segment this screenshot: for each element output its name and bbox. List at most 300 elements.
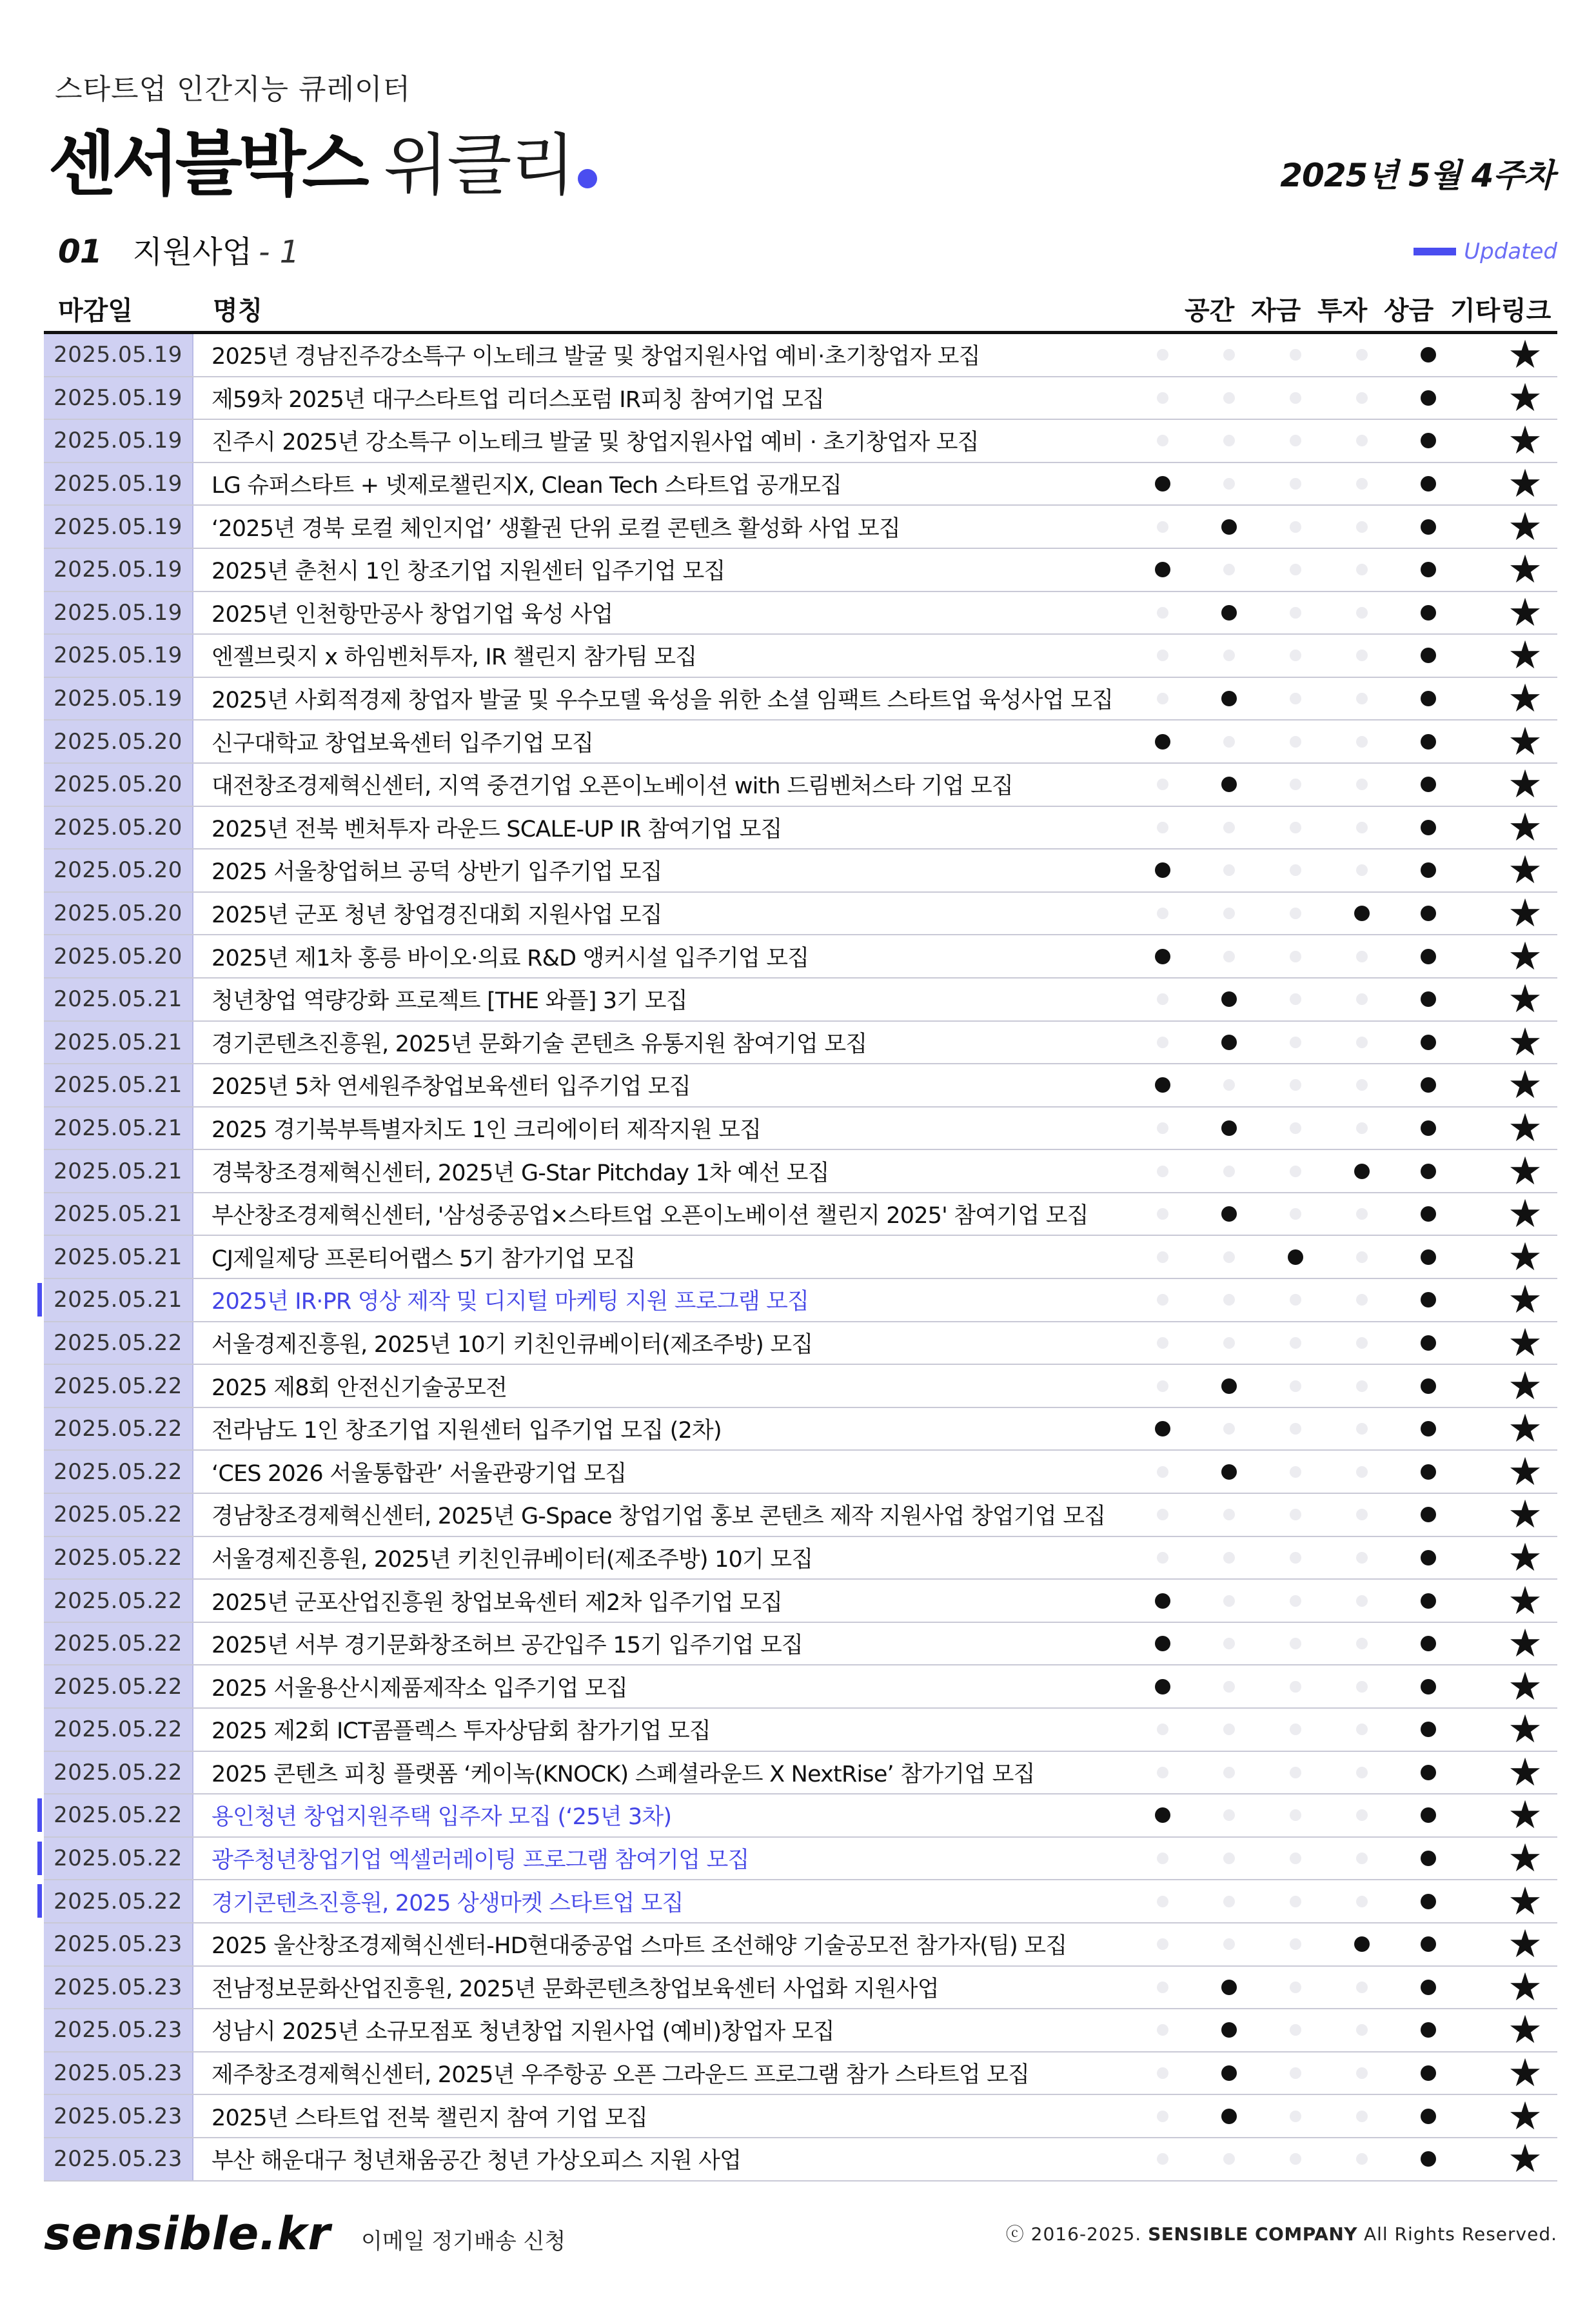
deadline-date: 2025.05.22 bbox=[44, 1408, 193, 1450]
table-row bbox=[44, 1494, 1557, 1537]
fund-indicator-icon bbox=[1223, 1681, 1235, 1693]
space-indicator-icon bbox=[1157, 908, 1168, 919]
copyright-rights: All Rights Reserved. bbox=[1363, 2223, 1557, 2245]
prize-indicator-icon bbox=[1356, 607, 1368, 619]
prize-indicator-icon bbox=[1356, 1767, 1368, 1778]
prize-indicator-icon bbox=[1356, 1294, 1368, 1306]
space-indicator-icon bbox=[1157, 1166, 1168, 1177]
fund-indicator-icon bbox=[1223, 1337, 1235, 1349]
prize-indicator-icon bbox=[1356, 564, 1368, 575]
col-invest: 투자 bbox=[1317, 296, 1368, 326]
star-icon[interactable]: ★ bbox=[1508, 762, 1542, 808]
fund-indicator-icon bbox=[1223, 864, 1235, 876]
table-row bbox=[44, 1279, 1557, 1322]
star-icon[interactable]: ★ bbox=[1508, 1277, 1542, 1323]
table-row bbox=[44, 2009, 1557, 2053]
program-name: 서울경제진흥원, 2025년 10기 키친인큐베이터(제조주방) 모집 bbox=[212, 1331, 813, 1358]
table-row bbox=[44, 549, 1557, 592]
table-row bbox=[44, 420, 1557, 463]
star-icon[interactable]: ★ bbox=[1508, 1492, 1542, 1538]
star-icon[interactable]: ★ bbox=[1508, 1578, 1542, 1624]
star-icon[interactable]: ★ bbox=[1508, 1449, 1542, 1495]
space-indicator-icon bbox=[1157, 607, 1168, 619]
invest-indicator-icon bbox=[1290, 1595, 1301, 1607]
deadline-date: 2025.05.19 bbox=[44, 463, 193, 505]
fund-indicator-icon bbox=[1221, 1035, 1237, 1050]
star-icon[interactable]: ★ bbox=[1508, 547, 1542, 593]
deadline-date: 2025.05.20 bbox=[44, 893, 193, 935]
invest-indicator-icon bbox=[1290, 1079, 1301, 1091]
prize-indicator-icon bbox=[1356, 478, 1368, 490]
deadline-date: 2025.05.22 bbox=[44, 1838, 193, 1880]
space-indicator-icon bbox=[1157, 779, 1168, 790]
fund-indicator-icon bbox=[1221, 1980, 1237, 1995]
deadline-date: 2025.05.19 bbox=[44, 334, 193, 376]
star-icon[interactable]: ★ bbox=[1508, 2051, 1542, 2096]
invest-indicator-icon bbox=[1290, 392, 1301, 404]
table-row bbox=[44, 334, 1557, 377]
deadline-date: 2025.05.22 bbox=[44, 1451, 193, 1493]
deadline-date: 2025.05.22 bbox=[44, 1665, 193, 1707]
star-icon[interactable]: ★ bbox=[1508, 1234, 1542, 1280]
program-name: 2025년 군포산업진흥원 창업보육센터 제2차 입주기업 모집 bbox=[212, 1589, 783, 1616]
star-icon[interactable]: ★ bbox=[1508, 1707, 1542, 1753]
space-indicator-icon bbox=[1157, 822, 1168, 833]
fund-indicator-icon bbox=[1223, 2153, 1235, 2165]
etc-indicator-icon bbox=[1421, 519, 1436, 535]
deadline-date: 2025.05.19 bbox=[44, 678, 193, 720]
table-row bbox=[44, 1623, 1557, 1666]
col-etc: 기타 bbox=[1450, 296, 1501, 326]
space-indicator-icon bbox=[1157, 1294, 1168, 1306]
prize-indicator-icon bbox=[1354, 906, 1370, 921]
deadline-date: 2025.05.20 bbox=[44, 850, 193, 891]
fund-indicator-icon bbox=[1223, 1595, 1235, 1607]
etc-indicator-icon bbox=[1421, 1292, 1436, 1307]
prize-indicator-icon bbox=[1356, 1380, 1368, 1392]
prize-indicator-icon bbox=[1356, 1122, 1368, 1134]
invest-indicator-icon bbox=[1290, 2067, 1301, 2079]
space-indicator-icon bbox=[1157, 1122, 1168, 1134]
fund-indicator-icon bbox=[1221, 1378, 1237, 1394]
space-indicator-icon bbox=[1157, 1466, 1168, 1478]
star-icon[interactable]: ★ bbox=[1508, 1191, 1542, 1237]
updated-marker bbox=[37, 1798, 42, 1832]
deadline-date: 2025.05.22 bbox=[44, 1709, 193, 1751]
program-name: 2025년 전북 벤처투자 라운드 SCALE-UP IR 참여기업 모집 bbox=[212, 816, 782, 842]
prize-indicator-icon bbox=[1356, 2111, 1368, 2122]
space-indicator-icon bbox=[1157, 1208, 1168, 1220]
fund-indicator-icon bbox=[1221, 691, 1237, 706]
deadline-date: 2025.05.22 bbox=[44, 1322, 193, 1364]
copyright bbox=[1006, 2220, 1557, 2246]
fund-indicator-icon bbox=[1221, 2065, 1237, 2081]
table-row bbox=[44, 1019, 1557, 1065]
star-icon[interactable]: ★ bbox=[1508, 375, 1542, 421]
prize-indicator-icon bbox=[1356, 650, 1368, 661]
invest-indicator-icon bbox=[1290, 435, 1301, 446]
table-row bbox=[44, 1322, 1557, 1366]
etc-indicator-icon bbox=[1421, 1164, 1436, 1179]
etc-indicator-icon bbox=[1421, 991, 1436, 1007]
fund-indicator-icon bbox=[1223, 1079, 1235, 1091]
fund-indicator-icon bbox=[1223, 1724, 1235, 1735]
prize-indicator-icon bbox=[1356, 1466, 1368, 1478]
prize-indicator-icon bbox=[1356, 1681, 1368, 1693]
program-name: 광주청년창업기업 엑셀러레이팅 프로그램 참여기업 모집 bbox=[212, 1847, 749, 1874]
etc-indicator-icon bbox=[1421, 1550, 1436, 1565]
etc-indicator-icon bbox=[1421, 1807, 1436, 1823]
invest-indicator-icon bbox=[1290, 564, 1301, 575]
brand-weekly: 위클리 bbox=[383, 126, 575, 204]
star-icon[interactable]: ★ bbox=[1508, 1406, 1542, 1452]
table-header bbox=[44, 279, 1557, 334]
prize-indicator-icon bbox=[1356, 435, 1368, 446]
space-indicator-icon bbox=[1157, 2111, 1168, 2122]
prize-indicator-icon bbox=[1356, 392, 1368, 404]
etc-indicator-icon bbox=[1421, 1464, 1436, 1480]
section-page: - 1 bbox=[259, 234, 300, 270]
space-indicator-icon bbox=[1155, 1421, 1170, 1436]
star-icon[interactable]: ★ bbox=[1508, 1793, 1542, 1838]
star-icon[interactable]: ★ bbox=[1508, 933, 1542, 979]
star-icon[interactable]: ★ bbox=[1508, 332, 1542, 378]
etc-indicator-icon bbox=[1421, 1249, 1436, 1265]
star-icon[interactable]: ★ bbox=[1508, 418, 1542, 464]
space-indicator-icon bbox=[1155, 1077, 1170, 1093]
space-indicator-icon bbox=[1157, 435, 1168, 446]
deadline-date: 2025.05.22 bbox=[44, 1752, 193, 1794]
star-icon[interactable]: ★ bbox=[1508, 1320, 1542, 1366]
invest-indicator-icon bbox=[1290, 1767, 1301, 1778]
etc-indicator-icon bbox=[1421, 1421, 1436, 1436]
space-indicator-icon bbox=[1157, 650, 1168, 661]
deadline-date: 2025.05.21 bbox=[44, 1108, 193, 1149]
deadline-date: 2025.05.20 bbox=[44, 807, 193, 849]
brand-title bbox=[48, 108, 597, 208]
fund-indicator-icon bbox=[1223, 1251, 1235, 1263]
fund-indicator-icon bbox=[1223, 650, 1235, 661]
program-name: 제주창조경제혁신센터, 2025년 우주항공 오픈 그라운드 프로그램 참가 스타트업 모집 bbox=[212, 2062, 1030, 2089]
program-name: 용인청년 창업지원주택 입주자 모집 (‘25년 3차) bbox=[212, 1804, 672, 1831]
deadline-date: 2025.05.22 bbox=[44, 1580, 193, 1622]
invest-indicator-icon bbox=[1290, 1037, 1301, 1048]
fund-indicator-icon bbox=[1223, 822, 1235, 833]
table-row bbox=[44, 1580, 1557, 1623]
program-name: 부산 해운대구 청년채움공간 청년 가상오피스 지원 사업 bbox=[212, 2148, 742, 2174]
etc-indicator-icon bbox=[1421, 2151, 1436, 2167]
etc-indicator-icon bbox=[1421, 1077, 1436, 1093]
program-name: ‘CES 2026 서울통합관’ 서울관광기업 모집 bbox=[212, 1460, 627, 1487]
star-icon[interactable]: ★ bbox=[1508, 461, 1542, 507]
invest-indicator-icon bbox=[1290, 650, 1301, 661]
prize-indicator-icon bbox=[1356, 993, 1368, 1005]
invest-indicator-icon bbox=[1290, 822, 1301, 833]
invest-indicator-icon bbox=[1290, 1724, 1301, 1735]
table-row bbox=[44, 635, 1557, 678]
etc-indicator-icon bbox=[1421, 605, 1436, 621]
prize-indicator-icon bbox=[1356, 736, 1368, 748]
prize-indicator-icon bbox=[1356, 1251, 1368, 1263]
space-indicator-icon bbox=[1157, 1251, 1168, 1263]
invest-indicator-icon bbox=[1290, 1552, 1301, 1564]
deadline-date: 2025.05.19 bbox=[44, 592, 193, 634]
space-indicator-icon bbox=[1155, 1593, 1170, 1609]
star-icon[interactable]: ★ bbox=[1508, 676, 1542, 722]
table-row bbox=[44, 979, 1557, 1022]
etc-indicator-icon bbox=[1421, 2022, 1436, 2038]
deadline-date: 2025.05.19 bbox=[44, 635, 193, 677]
space-indicator-icon bbox=[1155, 734, 1170, 750]
invest-indicator-icon bbox=[1290, 1466, 1301, 1478]
deadline-date: 2025.05.22 bbox=[44, 1365, 193, 1407]
section-heading bbox=[58, 227, 299, 272]
table-row bbox=[44, 1408, 1557, 1451]
fund-indicator-icon bbox=[1223, 1509, 1235, 1520]
star-icon[interactable]: ★ bbox=[1508, 2136, 1542, 2182]
program-name: 2025년 경남진주강소특구 이노테크 발굴 및 창업지원사업 예비·초기창업자 모집 bbox=[212, 344, 980, 370]
table-row bbox=[44, 1451, 1557, 1494]
etc-indicator-icon bbox=[1421, 1335, 1436, 1351]
space-indicator-icon bbox=[1157, 1509, 1168, 1520]
invest-indicator-icon bbox=[1290, 2111, 1301, 2122]
fund-indicator-icon bbox=[1223, 1767, 1235, 1778]
etc-indicator-icon bbox=[1421, 777, 1436, 792]
table-row bbox=[44, 2053, 1557, 2096]
table-row bbox=[44, 1964, 1557, 2010]
deadline-date: 2025.05.21 bbox=[44, 1150, 193, 1192]
star-icon[interactable]: ★ bbox=[1508, 590, 1542, 635]
star-icon[interactable]: ★ bbox=[1508, 1836, 1542, 1882]
etc-indicator-icon bbox=[1421, 1936, 1436, 1952]
deadline-date: 2025.05.23 bbox=[44, 2009, 193, 2051]
updated-marker bbox=[37, 1884, 42, 1918]
table-row bbox=[44, 850, 1557, 893]
prize-indicator-icon bbox=[1356, 779, 1368, 790]
program-name: 전남정보문화산업진흥원, 2025년 문화콘텐츠창업보육센터 사업화 지원사업 bbox=[212, 1976, 939, 2002]
star-icon[interactable]: ★ bbox=[1508, 504, 1542, 550]
table-row bbox=[44, 2095, 1557, 2138]
star-icon[interactable]: ★ bbox=[1508, 2093, 1542, 2139]
program-name: 2025년 군포 청년 창업경진대회 지원사업 모집 bbox=[212, 902, 662, 929]
fund-indicator-icon bbox=[1223, 1896, 1235, 1907]
deadline-date: 2025.05.20 bbox=[44, 764, 193, 806]
etc-indicator-icon bbox=[1421, 390, 1436, 406]
etc-indicator-icon bbox=[1421, 648, 1436, 663]
star-icon[interactable]: ★ bbox=[1508, 2007, 1542, 2053]
star-icon[interactable]: ★ bbox=[1508, 719, 1542, 764]
prize-indicator-icon bbox=[1356, 2067, 1368, 2079]
prize-indicator-icon bbox=[1356, 1037, 1368, 1048]
fund-indicator-icon bbox=[1223, 435, 1235, 446]
etc-indicator-icon bbox=[1421, 1206, 1436, 1222]
col-date: 마감일 bbox=[58, 296, 133, 326]
program-name: 신구대학교 창업보육센터 입주기업 모집 bbox=[212, 730, 594, 757]
subscribe-link[interactable]: 이메일 정기배송 신청 bbox=[361, 2229, 566, 2254]
prize-indicator-icon bbox=[1356, 693, 1368, 704]
etc-indicator-icon bbox=[1421, 1851, 1436, 1866]
star-icon[interactable]: ★ bbox=[1508, 1148, 1542, 1194]
fund-indicator-icon bbox=[1223, 1294, 1235, 1306]
brand-dot-icon bbox=[578, 169, 597, 188]
table-row bbox=[44, 1105, 1557, 1151]
star-icon[interactable]: ★ bbox=[1508, 1535, 1542, 1580]
table-row bbox=[44, 1749, 1557, 1795]
star-icon[interactable]: ★ bbox=[1508, 1964, 1542, 2010]
prize-indicator-icon bbox=[1356, 1638, 1368, 1649]
invest-indicator-icon bbox=[1290, 478, 1301, 490]
etc-indicator-icon bbox=[1421, 862, 1436, 878]
deadline-date: 2025.05.19 bbox=[44, 549, 193, 591]
deadline-date: 2025.05.20 bbox=[44, 935, 193, 977]
table-row bbox=[44, 721, 1557, 764]
updated-legend bbox=[1414, 239, 1557, 264]
fund-indicator-icon bbox=[1221, 777, 1237, 792]
deadline-date: 2025.05.23 bbox=[44, 1967, 193, 2009]
etc-indicator-icon bbox=[1421, 476, 1436, 492]
etc-indicator-icon bbox=[1421, 1120, 1436, 1136]
deadline-date: 2025.05.19 bbox=[44, 506, 193, 548]
prize-indicator-icon bbox=[1356, 1509, 1368, 1520]
star-icon[interactable]: ★ bbox=[1508, 1621, 1542, 1667]
updated-marker bbox=[37, 1283, 42, 1317]
program-name: 2025년 춘천시 1인 창조기업 지원센터 입주기업 모집 bbox=[212, 559, 725, 585]
brand-name: 센서블박스 bbox=[48, 124, 366, 205]
deadline-date: 2025.05.22 bbox=[44, 1494, 193, 1536]
space-indicator-icon bbox=[1157, 349, 1168, 361]
footer-logo[interactable]: sensible.kr bbox=[44, 2207, 331, 2260]
etc-indicator-icon bbox=[1421, 1980, 1436, 1995]
fund-indicator-icon bbox=[1223, 1423, 1235, 1435]
invest-indicator-icon bbox=[1290, 864, 1301, 876]
invest-indicator-icon bbox=[1290, 521, 1301, 533]
deadline-date: 2025.05.21 bbox=[44, 1236, 193, 1278]
invest-indicator-icon bbox=[1290, 1681, 1301, 1693]
col-link: 링크 bbox=[1501, 296, 1552, 326]
prize-indicator-icon bbox=[1356, 349, 1368, 361]
deadline-date: 2025.05.23 bbox=[44, 2053, 193, 2094]
star-icon[interactable]: ★ bbox=[1508, 633, 1542, 679]
space-indicator-icon bbox=[1155, 1679, 1170, 1695]
etc-indicator-icon bbox=[1421, 1636, 1436, 1651]
table-row bbox=[44, 893, 1557, 936]
program-name: 2025년 제1차 홍릉 바이오·의료 R&D 앵커시설 입주기업 모집 bbox=[212, 945, 809, 971]
invest-indicator-icon bbox=[1290, 1982, 1301, 1993]
invest-indicator-icon bbox=[1290, 1166, 1301, 1177]
space-indicator-icon bbox=[1155, 949, 1170, 964]
prize-indicator-icon bbox=[1356, 1423, 1368, 1435]
prize-indicator-icon bbox=[1356, 1982, 1368, 1993]
program-name: 2025 제8회 안전신기술공모전 bbox=[212, 1375, 507, 1401]
space-indicator-icon bbox=[1157, 1552, 1168, 1564]
space-indicator-icon bbox=[1157, 2024, 1168, 2036]
fund-indicator-icon bbox=[1223, 1853, 1235, 1864]
etc-indicator-icon bbox=[1421, 2065, 1436, 2081]
program-name: 2025 경기북부특별자치도 1인 크리에이터 제작지원 모집 bbox=[212, 1117, 762, 1143]
star-icon[interactable]: ★ bbox=[1508, 848, 1542, 893]
deadline-date: 2025.05.23 bbox=[44, 1923, 193, 1965]
star-icon[interactable]: ★ bbox=[1508, 1922, 1542, 1967]
deadline-date: 2025.05.23 bbox=[44, 2095, 193, 2137]
deadline-date: 2025.05.21 bbox=[44, 1064, 193, 1106]
col-space: 공간 bbox=[1185, 296, 1235, 326]
etc-indicator-icon bbox=[1421, 347, 1436, 363]
invest-indicator-icon bbox=[1290, 2153, 1301, 2165]
star-icon[interactable]: ★ bbox=[1508, 1363, 1542, 1409]
prize-indicator-icon bbox=[1356, 864, 1368, 876]
prize-indicator-icon bbox=[1354, 1164, 1370, 1179]
deadline-date: 2025.05.21 bbox=[44, 1279, 193, 1321]
space-indicator-icon bbox=[1157, 1724, 1168, 1735]
star-icon[interactable]: ★ bbox=[1508, 1019, 1542, 1065]
space-indicator-icon bbox=[1157, 521, 1168, 533]
fund-indicator-icon bbox=[1223, 392, 1235, 404]
program-name: 2025 서울용산시제품제작소 입주기업 모집 bbox=[212, 1675, 628, 1702]
etc-indicator-icon bbox=[1421, 2109, 1436, 2124]
program-name: 전라남도 1인 창조기업 지원센터 입주기업 모집 (2차) bbox=[212, 1418, 722, 1444]
etc-indicator-icon bbox=[1421, 1765, 1436, 1780]
etc-indicator-icon bbox=[1421, 1378, 1436, 1394]
etc-indicator-icon bbox=[1421, 691, 1436, 706]
program-name: 2025 울산창조경제혁신센터-HD현대중공업 스마트 조선해양 기술공모전 참가자(팀) 모집 bbox=[212, 1933, 1067, 1960]
program-name: 2025년 인천항만공사 창업기업 육성 사업 bbox=[212, 601, 613, 628]
deadline-date: 2025.05.19 bbox=[44, 420, 193, 462]
program-name: 2025 서울창업허브 공덕 상반기 입주기업 모집 bbox=[212, 859, 662, 886]
star-icon[interactable]: ★ bbox=[1508, 1105, 1542, 1151]
program-name: 2025년 IR·PR 영상 제작 및 디지털 마케팅 지원 프로그램 모집 bbox=[212, 1289, 809, 1315]
program-name: CJ제일제당 프론티어랩스 5기 참가기업 모집 bbox=[212, 1246, 636, 1272]
space-indicator-icon bbox=[1157, 1337, 1168, 1349]
program-name: 경기콘텐츠진흥원, 2025년 문화기술 콘텐츠 유통지원 참여기업 모집 bbox=[212, 1031, 867, 1057]
fund-indicator-icon bbox=[1223, 564, 1235, 575]
fund-indicator-icon bbox=[1221, 519, 1237, 535]
deadline-date: 2025.05.22 bbox=[44, 1794, 193, 1836]
program-table bbox=[44, 334, 1557, 2182]
star-icon[interactable]: ★ bbox=[1508, 1749, 1542, 1795]
program-name: 서울경제진흥원, 2025년 키친인큐베이터(제조주방) 10기 모집 bbox=[212, 1546, 813, 1573]
invest-indicator-icon bbox=[1290, 1380, 1301, 1392]
invest-indicator-icon bbox=[1290, 607, 1301, 619]
star-icon[interactable]: ★ bbox=[1508, 1062, 1542, 1108]
col-name: 명칭 bbox=[213, 296, 263, 326]
star-icon[interactable]: ★ bbox=[1508, 1664, 1542, 1709]
table-row bbox=[44, 764, 1557, 807]
space-indicator-icon bbox=[1155, 862, 1170, 878]
table-row bbox=[44, 1880, 1557, 1923]
table-row bbox=[44, 377, 1557, 421]
invest-indicator-icon bbox=[1290, 1337, 1301, 1349]
deadline-date: 2025.05.22 bbox=[44, 1537, 193, 1579]
etc-indicator-icon bbox=[1421, 1593, 1436, 1609]
fund-indicator-icon bbox=[1221, 2022, 1237, 2038]
space-indicator-icon bbox=[1157, 392, 1168, 404]
deadline-date: 2025.05.21 bbox=[44, 979, 193, 1020]
star-icon[interactable]: ★ bbox=[1508, 804, 1542, 850]
col-prize: 상금 bbox=[1384, 296, 1434, 326]
updated-legend-icon bbox=[1414, 248, 1456, 255]
table-row bbox=[44, 463, 1557, 506]
deadline-date: 2025.05.22 bbox=[44, 1880, 193, 1922]
table-row bbox=[44, 2138, 1557, 2182]
program-name: 2025년 서부 경기문화창조허브 공간입주 15기 입주기업 모집 bbox=[212, 1633, 803, 1659]
star-icon[interactable]: ★ bbox=[1508, 1878, 1542, 1924]
space-indicator-icon bbox=[1155, 1807, 1170, 1823]
star-icon[interactable]: ★ bbox=[1508, 891, 1542, 937]
star-icon[interactable]: ★ bbox=[1508, 977, 1542, 1022]
deadline-date: 2025.05.19 bbox=[44, 377, 193, 419]
prize-indicator-icon bbox=[1356, 1809, 1368, 1821]
program-name: 2025년 스타트업 전북 챌린지 참여 기업 모집 bbox=[212, 2105, 647, 2131]
